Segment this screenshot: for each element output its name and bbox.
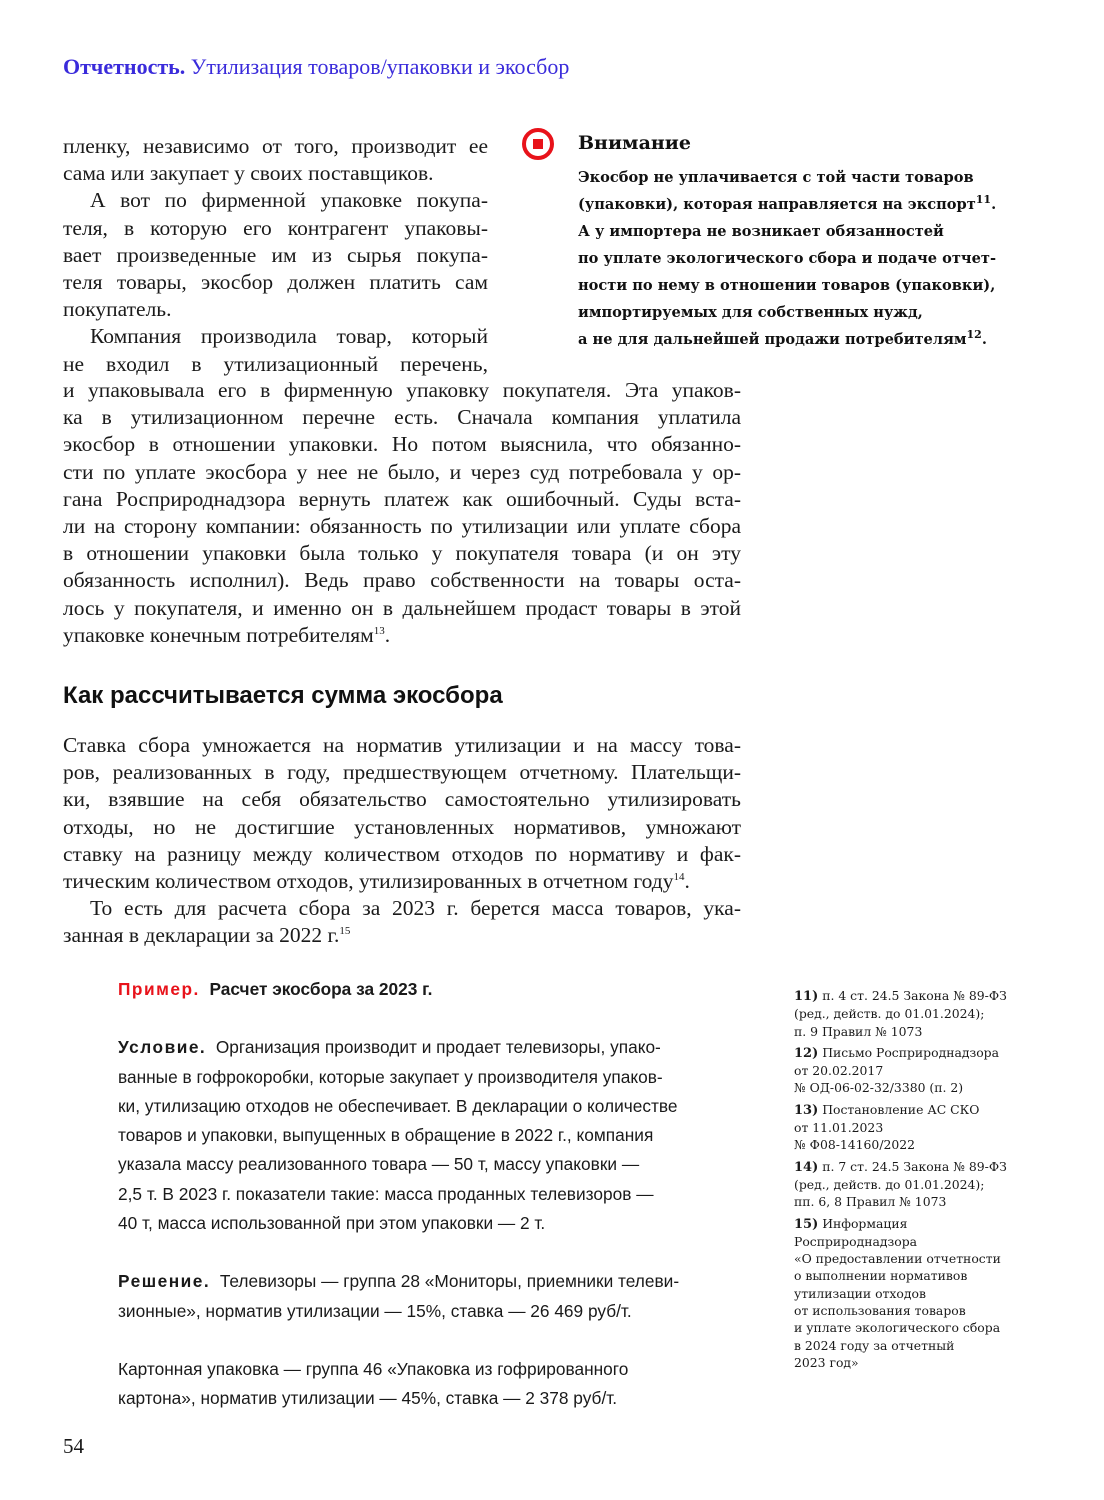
text-line: Ставка сбора умножается на норматив утилизации и на массу това-: [63, 733, 741, 757]
attention-line: (упаковки), которая направляется на экспорт$^{11}$.: [578, 193, 997, 213]
text-line: Картонная упаковка — группа 46 «Упаковка из гофрированного: [118, 1358, 629, 1379]
text-line: тическим количеством отходов, утилизированных в отчетном году$^{14}$.: [63, 869, 690, 894]
text-line: экосбор в отношении упаковки. Но потом выяснила, что обязанно-: [63, 432, 741, 457]
text-line: в отношении упаковки была только у покупателя товара (и он эту: [63, 541, 741, 566]
attention-line: а не для дальнейшей продажи потребителям$^{12}$.: [578, 328, 987, 348]
attention-line: Экосбор не уплачивается с той части товаров: [578, 169, 974, 186]
footnote-12: 12) Письмо Росприроднадзора от 20.02.2017 № ОД-06-02-32/3380 (п. 2): [794, 1044, 1000, 1096]
text-line: То есть для расчета сбора за 2023 г. берется масса товаров, ука-: [90, 896, 741, 921]
example-title: Расчет экосбора за 2023 г.: [209, 979, 433, 999]
text-line: пленку, независимо от того, производит ее: [63, 134, 488, 158]
example-block: [118, 975, 748, 1414]
left-column-text: [63, 133, 488, 378]
footnote-15: 15) Информация Росприроднадзора «О предоставлении отчетности о выполнении нормативов утилизации отходов от использования товаров и уплате экологического сбора в 2024 году за отчетный 2023 год»: [794, 1215, 1001, 1370]
footnote-number: 14): [794, 1159, 819, 1175]
footnote-14: 14) п. 7 ст. 24.5 Закона № 89-ФЗ (ред., действ. до 01.01.2024); пп. 6, 8 Правил № 1073: [794, 1158, 1007, 1210]
attention-line: ности по нему в отношении товаров (упаковки),: [578, 277, 996, 294]
text-line: ли на сторону компании: обязанность по утилизации или уплате сбора: [63, 514, 741, 539]
text-line: указала массу реализованного товара — 50 т, массу упаковки —: [118, 1154, 640, 1175]
example-condition: [118, 1033, 748, 1238]
text-line: картона», норматив утилизации — 45%, ставка — 2 378 руб/т.: [118, 1388, 618, 1409]
text-line: вает произведенные им из сырья покупа-: [63, 242, 488, 267]
footnote-number: 13): [794, 1102, 819, 1118]
footnote-ref[interactable]: 11: [975, 193, 992, 207]
text-line: сти по уплате экосбора у нее не было, и через суд потребовала у ор-: [63, 459, 741, 484]
attention-body: [578, 164, 1028, 353]
footnote-ref[interactable]: 12: [966, 328, 982, 342]
text-line: ставку на разницу между количеством отходов по нормативу и фак-: [63, 841, 741, 866]
example-header: [118, 975, 748, 1004]
text-line: ки, взявшие на себя обязательство самостоятельно утилизировать: [63, 787, 741, 812]
text-line: 2,5 т. В 2023 г. показатели такие: масса проданных телевизоров —: [118, 1183, 654, 1204]
text-line: упаковке конечным потребителям$^{13}$.: [63, 622, 391, 647]
footnote-11: 11) п. 4 ст. 24.5 Закона № 89-ФЗ (ред., действ. до 01.01.2024); п. 9 Правил № 1073: [794, 988, 1007, 1039]
text-line: Условие. Организация производит и продает телевизоры, упако-: [118, 1037, 661, 1058]
footnotes: [794, 987, 1034, 1375]
running-header: [63, 54, 569, 80]
footnote-number: 12): [794, 1045, 819, 1061]
example-cardboard: [118, 1355, 748, 1414]
text-line: сама или закупает у своих поставщиков.: [63, 161, 434, 186]
section-heading: Как рассчитывается сумма экосбора: [63, 682, 503, 709]
footnote-number: 15): [794, 1216, 819, 1232]
text-line: лось у покупателя, и именно он в дальнейшем продаст товары в этой: [63, 595, 741, 620]
text-line: ров, реализованных в году, предшествующем отчетному. Плательщи-: [63, 760, 741, 785]
text-line: Решение. Телевизоры — группа 28 «Мониторы, приемники телеви-: [118, 1271, 680, 1292]
attention-line: по уплате экологического сбора и подаче отчет-: [578, 250, 996, 267]
footnote-13: 13) Постановление АС СКО от 11.01.2023 № Ф08-14160/2022: [794, 1101, 980, 1153]
text-line: занная в декларации за 2022 г.$^{15}$: [63, 923, 351, 948]
footnote-ref[interactable]: 13: [373, 624, 385, 637]
text-line: отходы, но не достигшие установленных нормативов, умножают: [63, 814, 741, 839]
text-line: зионные», норматив утилизации — 15%, ставка — 26 469 руб/т.: [118, 1300, 632, 1321]
footnote-number: 11): [794, 989, 819, 1004]
page-number: 54: [63, 1434, 84, 1458]
text-line: обязанность исполнил). Ведь право собственности на товары оста-: [63, 568, 741, 593]
text-line: Компания производила товар, который: [90, 324, 488, 349]
text-line: ки, утилизацию отходов не обеспечивает. В декларации о количестве: [118, 1095, 678, 1116]
footnote-ref[interactable]: 15: [339, 925, 351, 938]
attention-line: А у импортера не возникает обязанностей: [578, 223, 944, 240]
text-line: товаров и упаковки, выпущенных в обращение в 2022 г., компания: [118, 1125, 654, 1146]
court-case-paragraph: [63, 377, 741, 649]
text-line: не входил в утилизационный перечень,: [63, 351, 488, 376]
text-line: ка в утилизационном перечне есть. Сначала компания уплатила: [63, 405, 741, 430]
running-header-subsection: Утилизация товаров/упаковки и экосбор: [190, 54, 570, 79]
solution-lead: Решение.: [118, 1271, 211, 1292]
stop-circle-icon: [522, 128, 554, 160]
text-line: теля, в которую его контрагент упаковы-: [63, 215, 488, 240]
text-line: и упаковывала его в фирменную упаковку покупателя. Эта упаков-: [63, 378, 741, 402]
condition-lead: Условие.: [118, 1037, 207, 1058]
text-line: А вот по фирменной упаковке покупа-: [90, 188, 488, 213]
attention-line: импортируемых для собственных нужд,: [578, 304, 923, 321]
example-solution: [118, 1267, 748, 1326]
attention-title: Внимание: [578, 132, 691, 154]
text-line: покупатель.: [63, 297, 172, 322]
running-header-section: Отчетность.: [63, 54, 186, 79]
text-line: гана Росприроднадзора вернуть платеж как ошибочный. Суды вста-: [63, 486, 741, 511]
text-line: ванные в гофрокоробки, которые закупает у производителя упаков-: [118, 1066, 663, 1087]
text-line: теля товары, экосбор должен платить сам: [63, 270, 488, 295]
calculation-paragraphs: [63, 732, 741, 950]
footnote-ref[interactable]: 14: [673, 870, 685, 883]
text-line: 40 т, масса использованной при этом упаковки — 2 т.: [118, 1213, 546, 1234]
example-label: Пример.: [118, 979, 200, 999]
